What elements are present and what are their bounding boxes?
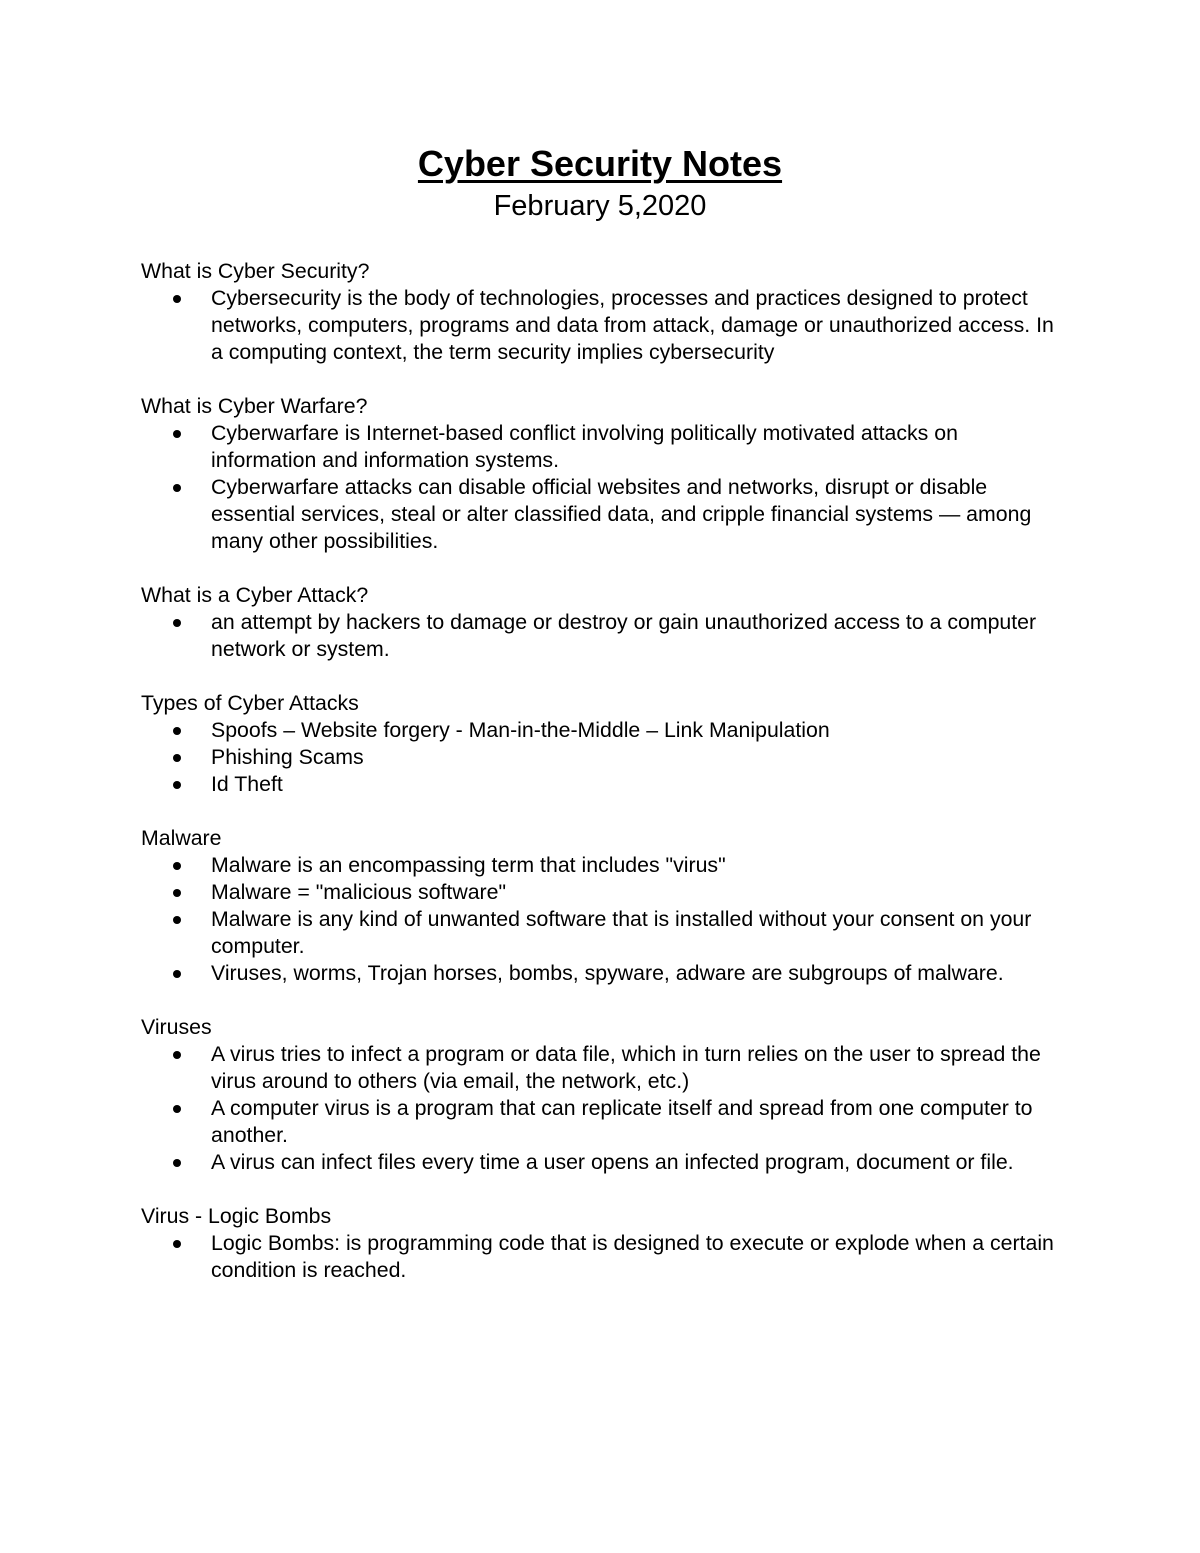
section-types-of-attacks: [141, 690, 1061, 798]
bullet-list: [141, 1041, 1061, 1176]
bullet-item: Malware is an encompassing term that includes "virus": [211, 852, 1061, 879]
section-heading: Virus - Logic Bombs: [141, 1204, 332, 1228]
bullet-item: A computer virus is a program that can replicate itself and spread from one computer to another.: [211, 1095, 1061, 1149]
bullet-list: [141, 852, 1061, 987]
bullet-item: Malware is any kind of unwanted software that is installed without your consent on your computer.: [211, 906, 1061, 960]
document-body: [141, 258, 1061, 1311]
bullet-item: Cybersecurity is the body of technologies, processes and practices designed to protect networks, computers, programs and data from attack, damage or unauthorized access. In a computing context, the term security implies cybersecurity: [211, 285, 1061, 366]
bullet-item: A virus can infect files every time a user opens an infected program, document or file.: [211, 1149, 1061, 1176]
bullet-list: [141, 609, 1061, 663]
section-heading: Viruses: [141, 1015, 212, 1039]
bullet-item: Logic Bombs: is programming code that is designed to execute or explode when a certain condition is reached.: [211, 1230, 1061, 1284]
section-heading: Malware: [141, 826, 222, 850]
bullet-list: [141, 1230, 1061, 1284]
section-cyber-warfare: [141, 393, 1061, 555]
section-heading: What is Cyber Warfare?: [141, 394, 368, 418]
document-date: February 5,2020: [493, 190, 707, 222]
section-logic-bombs: [141, 1203, 1061, 1284]
bullet-list: [141, 420, 1061, 555]
section-cyber-security: [141, 258, 1061, 366]
section-malware: [141, 825, 1061, 987]
bullet-list: [141, 285, 1061, 366]
section-heading: Types of Cyber Attacks: [141, 691, 359, 715]
bullet-list: [141, 717, 1061, 798]
bullet-item: Cyberwarfare attacks can disable official websites and networks, disrupt or disable essential services, steal or alter classified data, and cripple financial systems — among many other possibilities.: [211, 474, 1061, 555]
document-title: Cyber Security Notes: [417, 143, 783, 184]
bullet-item: Spoofs – Website forgery - Man-in-the-Middle – Link Manipulation: [211, 717, 1061, 744]
document-header: [0, 142, 1200, 226]
bullet-item: an attempt by hackers to damage or destroy or gain unauthorized access to a computer network or system.: [211, 609, 1061, 663]
section-cyber-attack: [141, 582, 1061, 663]
bullet-item: Viruses, worms, Trojan horses, bombs, spyware, adware are subgroups of malware.: [211, 960, 1061, 987]
bullet-item: Cyberwarfare is Internet-based conflict involving politically motivated attacks on information and information systems.: [211, 420, 1061, 474]
section-viruses: [141, 1014, 1061, 1176]
bullet-item: Id Theft: [211, 771, 1061, 798]
section-heading: What is Cyber Security?: [141, 259, 370, 283]
bullet-item: Malware = "malicious software": [211, 879, 1061, 906]
section-heading: What is a Cyber Attack?: [141, 583, 369, 607]
bullet-item: A virus tries to infect a program or data file, which in turn relies on the user to spread the virus around to others (via email, the network, etc.): [211, 1041, 1061, 1095]
bullet-item: Phishing Scams: [211, 744, 1061, 771]
